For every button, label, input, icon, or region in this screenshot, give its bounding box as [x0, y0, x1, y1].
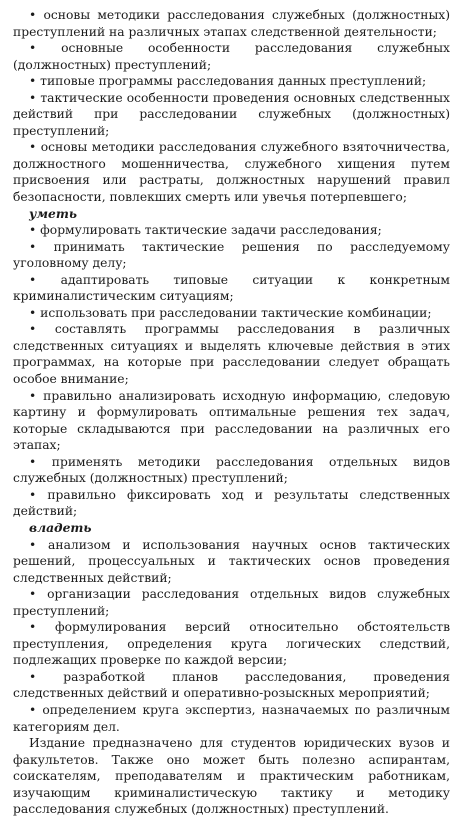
- know-item-5: • основы методики расследования служебного взяточничества, должностного мошенничества, служебного хищения путем присвоения или растраты, должностных нарушений правил безопасности, повлекших смерть или увечья потерпевшего;: [13, 140, 450, 205]
- skills-item-3: • адаптировать типовые ситуации к конкретным криминалистическим ситуациям;: [13, 272, 450, 304]
- skills-item-4: • использовать при расследовании тактические комбинации;: [29, 305, 432, 320]
- mastery-item-2: • организации расследования отдельных видов служебных преступлений;: [13, 587, 450, 618]
- know-item-2: • основные особенности расследования служебных (должностных) преступлений;: [13, 41, 450, 72]
- know-item-3: • типовые программы расследования данных преступлений;: [29, 74, 427, 89]
- skills-item-2: • принимать тактические решения по расследуемому уголовному делу;: [13, 239, 450, 271]
- mastery-item-1: • анализом и использования научных основ тактических решений, процессуальных и тактических основ проведения следственных действий;: [13, 537, 450, 585]
- skills-item-5: • составлять программы расследования в различных следственных ситуациях и выделять ключевые действия в этих программах, на которые при расследовании следует обращать особое внимание;: [13, 322, 450, 387]
- mastery-item-5: • определением круга экспертиз, назначаемых по различным категориям дел.: [13, 702, 450, 734]
- skills-heading: уметь: [29, 205, 77, 221]
- skills-item-7: • применять методики расследования отдельных видов служебных (должностных) преступлений;: [13, 454, 450, 486]
- skills-item-8: • правильно фиксировать ход и результаты следственных действий;: [13, 487, 450, 519]
- mastery-item-3: • формулирования версий относительно обстоятельств преступления, определения круга логических следствий, подлежащих проверке по каждой версии;: [13, 620, 450, 668]
- know-item-4: • тактические особенности проведения основных следственных действий при расследовании служебных (должностных) преступлений;: [13, 90, 450, 138]
- closing-paragraph: Издание предназначено для студентов юридических вузов и факультетов. Также оно может быть полезно аспирантам, соискателям, преподавателям и практическим работникам, изучающим криминалистическую тактику и методику расследования служебных (должностных) преступлений.: [13, 736, 450, 817]
- mastery-item-4: • разработкой планов расследования, проведения следственных действий и оперативно-розыскных мероприятий;: [13, 669, 450, 701]
- skills-item-6: • правильно анализировать исходную информацию, следовую картину и формулировать оптимальные решения тех задач, которые складываются при расследовании на различных его этапах;: [13, 388, 450, 453]
- know-item-1: • основы методики расследования служебных (должностных) преступлений на различных этапах следственной деятельности;: [13, 8, 450, 39]
- skills-item-1: • формулировать тактические задачи расследования;: [29, 223, 382, 238]
- mastery-heading: владеть: [29, 519, 92, 535]
